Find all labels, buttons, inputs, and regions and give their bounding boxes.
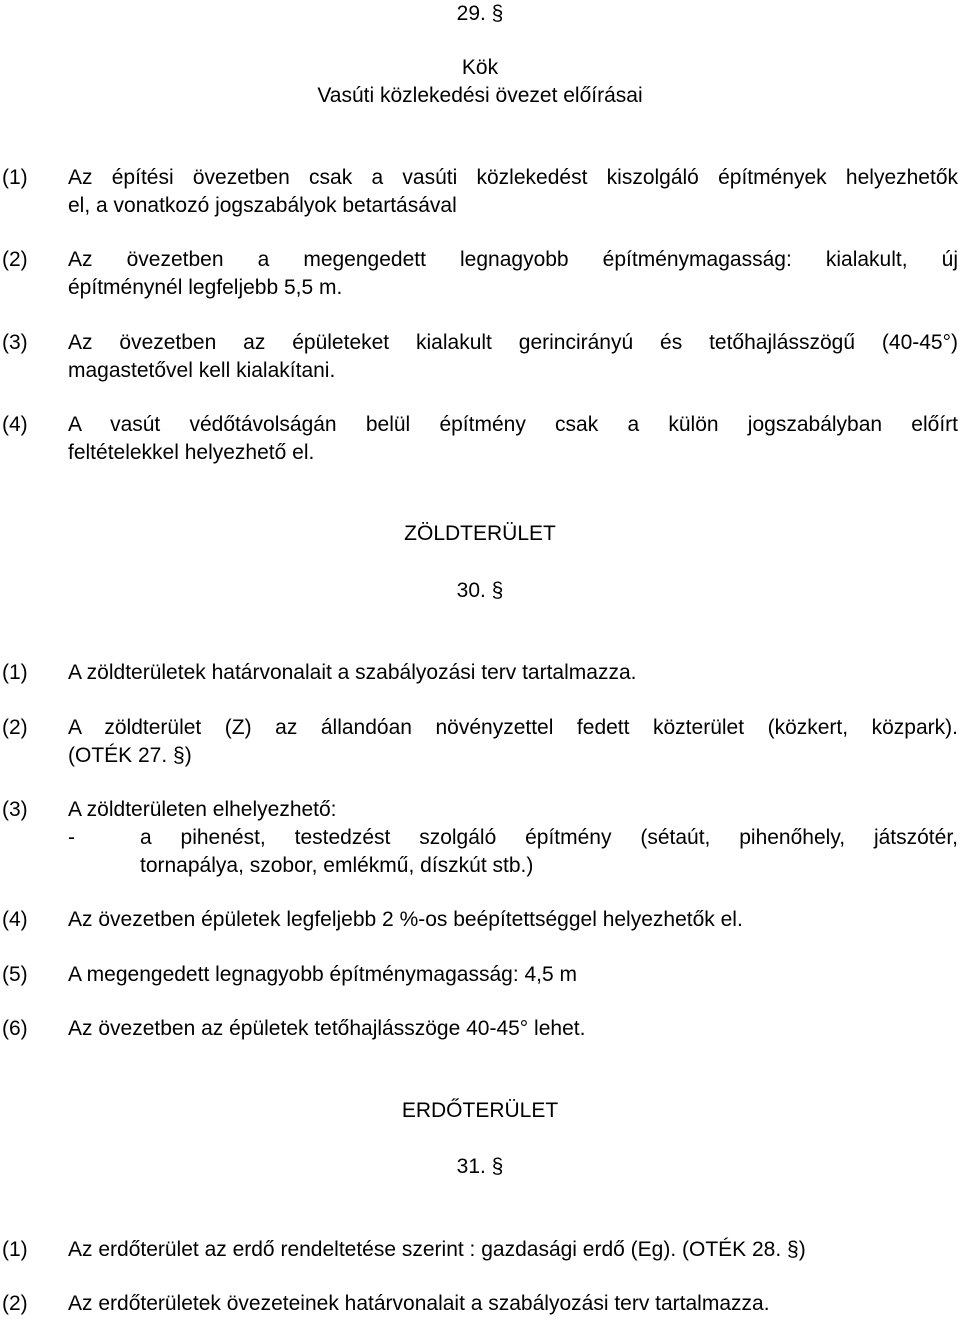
paragraph-text-line: (OTÉK 27. §) <box>68 744 192 767</box>
paragraph-number: (6) <box>2 1017 28 1040</box>
paragraph-text-line: A vasút védőtávolságán belül építmény csak a külön jogszabályban előírt <box>68 413 958 436</box>
paragraph-number: (4) <box>2 413 28 436</box>
section-number-29: 29. § <box>456 2 504 25</box>
erdoterulet-heading: ERDŐTERÜLET <box>401 1099 559 1122</box>
paragraph-number: (1) <box>2 1238 28 1261</box>
paragraph-text-line: A zöldterületek határvonalait a szabályozási terv tartalmazza. <box>68 661 637 684</box>
paragraph-number: (2) <box>2 248 28 271</box>
section-number-31: 31. § <box>456 1155 504 1178</box>
paragraph-text-line: A megengedett legnagyobb építménymagasság: 4,5 m <box>68 963 578 986</box>
paragraph-text-line: A zöldterület (Z) az állandóan növényzettel fedett közterület (közkert, közpark). <box>68 716 958 739</box>
paragraph-number: (1) <box>2 661 28 684</box>
section-subtitle: Vasúti közlekedési övezet előírásai <box>317 84 643 107</box>
section-title: Kök <box>461 56 499 79</box>
bullet-dash: - <box>68 826 75 849</box>
paragraph-text-line: Az övezetben az épületeket kialakult gerincirányú és tetőhajlásszögű (40-45°) <box>68 331 958 354</box>
paragraph-text-line: Az övezetben épületek legfeljebb 2 %-os beépítettséggel helyezhetők el. <box>68 908 743 931</box>
paragraph-text-line: építménynél legfeljebb 5,5 m. <box>68 276 343 299</box>
paragraph-text-line: magastetővel kell kialakítani. <box>68 359 336 382</box>
paragraph-number: (3) <box>2 331 28 354</box>
paragraph-text-line: Az övezetben a megengedett legnagyobb építménymagasság: kialakult, új <box>68 248 958 271</box>
paragraph-number: (2) <box>2 716 28 739</box>
bullet-text-line: a pihenést, testedzést szolgáló építmény (sétaút, pihenőhely, játszótér, <box>140 826 958 849</box>
paragraph-text-line: A zöldterületen elhelyezhető: <box>68 798 337 821</box>
paragraph-number: (1) <box>2 166 28 189</box>
paragraph-number: (2) <box>2 1292 28 1315</box>
paragraph-text-line: Az erdőterület az erdő rendeltetése szerint : gazdasági erdő (Eg). (OTÉK 28. §) <box>68 1238 806 1261</box>
paragraph-text-line: Az építési övezetben csak a vasúti közlekedést kiszolgáló építmények helyezhetők <box>68 166 958 189</box>
paragraph-number: (5) <box>2 963 28 986</box>
paragraph-text-line: feltételekkel helyezhető el. <box>68 441 315 464</box>
paragraph-number: (4) <box>2 908 28 931</box>
zoldterulet-heading: ZÖLDTERÜLET <box>404 522 556 545</box>
paragraph-number: (3) <box>2 798 28 821</box>
paragraph-text-line: Az erdőterületek övezeteinek határvonalait a szabályozási terv tartalmazza. <box>68 1292 770 1315</box>
section-number-30: 30. § <box>456 579 504 602</box>
paragraph-text-line: Az övezetben az épületek tetőhajlásszöge 40-45° lehet. <box>68 1017 586 1040</box>
paragraph-text-line: el, a vonatkozó jogszabályok betartásával <box>68 194 457 217</box>
bullet-text-line: tornapálya, szobor, emlékmű, díszkút stb.) <box>140 854 534 877</box>
